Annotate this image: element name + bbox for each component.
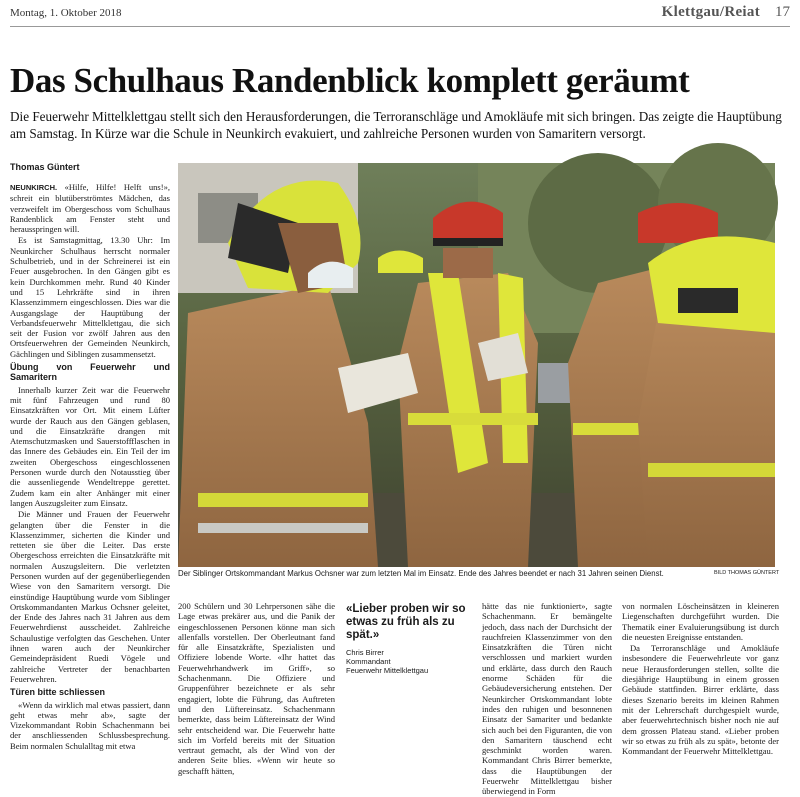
paragraph: Da Terroranschläge und Amokläufe insbesondere die Feuerwehrleute vor ganz neue Herausforderungen stellen, sollte die diesjährige Hauptübung in einem grossen Gebäude stattfinden. Birrer erklärte, dass dieses Szenario bereits im kleinen Rahmen mit der Lehrerschaft durchgespielt wurde, aber feuerwehrtechnisch bisher noch nie auf dem grossen Plateau stand. «Lieber proben wir so etwas zu früh als zu spät», betonte der Kommandant der Feuerwehr Mittelklettgau. (622, 643, 779, 757)
article-lead: Die Feuerwehr Mittelklettgau stellt sich den Herausforderungen, die Terroranschläge und Amokläufe mit sich bringen. Das zeigte die Hauptübung am Samstag. In Kürze war die Schule in Neunkirch evakuiert, und zahlreiche Personen wurden von Samaritern versorgt. (10, 109, 782, 141)
subheading: Übung von Feuerwehr und Samaritern (10, 362, 170, 383)
issue-date: Montag, 1. Oktober 2018 (10, 7, 122, 19)
section-title: Klettgau/Reiat (661, 4, 760, 20)
dateline: NEUNKIRCH. (10, 183, 58, 192)
pull-quote (346, 603, 470, 675)
firefighters-photo (178, 163, 775, 567)
page-number: 17 (775, 4, 790, 20)
article-headline: Das Schulhaus Randenblick komplett geräumt (10, 61, 690, 100)
pull-quote-text: «Lieber proben wir so etwas zu früh als zu spät.» (346, 603, 466, 641)
pull-quote-author (346, 648, 470, 675)
article-column-1 (10, 182, 170, 770)
subheading: Türen bitte schliessen (10, 687, 106, 698)
photo-credit: BILD THOMAS GÜNTERT (714, 570, 780, 576)
article-column-3 (482, 601, 612, 797)
quote-author-role: Kommandant (346, 657, 391, 666)
paragraph: Die Männer und Frauen der Feuerwehr gelangten über die Fenster in die Klassenzimmer, sicherten die Kinder und retteten sie über die Leiter. Das erste Obergeschoss erreichten die Einsatzkräfte mit normalen Auszugsleitern. Die verletzten Personen wurden auf der gegenüberliegenden Wiese von den Samaritern versorgt. Die einstündige Hauptübung wurde vom Siblinger Ortskommandanten Markus Ochsner geleitet, der Ende des Jahres nach 31 Jahren aus dem Feuerwehrdienst ausscheidet. Zahlreiche Schaulustige verfolgten das Geschehen. Unter ihnen waren auch der Neunkircher Gemeindepräsident Ruedi Vögele und zahlreiche Vertreter der benachbarten Feuerwehren. (10, 509, 170, 684)
paragraph: «Hilfe, Hilfe! Helft uns!», schreit ein blutüberströmtes Mädchen, das verzweifelt im Obergeschoss vom Schulhaus Randenblick am Fenster steht und herausspringen will. (10, 182, 171, 235)
article-column-4 (622, 601, 779, 771)
quote-author-organization: Feuerwehr Mittelklettgau (346, 666, 429, 675)
paragraph: «Wenn da wirklich mal etwas passiert, dann geht etwas mehr ab», sagte der Vizekommandant Robin Schachenmann bei der anschliessenden Schlussbesprechung. Beim normalen Schulalltag mit etwa (10, 699, 170, 751)
byline: Thomas Güntert (10, 162, 80, 172)
paragraph: hätte das nie funktioniert», sagte Schachenmann. Er bemängelte jedoch, dass nach der Durchsicht der rauchfreien Klassenzimmer von den Einsatzkräften die Türen nicht verschlossen und markiert wurden und erklärte, dass durch den Rauch enorme Schäden für die Gebäudeversicherung entstehen. Der Neunkircher Ortskommandant lobte indes den ruhigen und besonnenen Einsatz der Samariter und bedankte sich auch bei den Figuranten, die von den Samaritern täuschend echt geschminkt worden waren. Kommandant Chris Birrer bemerkte, dass die Hauptübungen der Feuerwehr Mittelklettgau bisher überwiegend in Form (482, 601, 612, 797)
paragraph: von normalen Löscheinsätzen in kleineren Liegenschaften durchgeführt wurden. Die Thematik einer Evaluierungsübung ist durch die neuesten Ereignisse entstanden. (622, 601, 779, 642)
header-rule (10, 26, 790, 27)
paragraph: Innerhalb kurzer Zeit war die Feuerwehr mit fünf Fahrzeugen und rund 80 Einsatzkräften vor Ort. Mit einem Lüfter wurde der Rauch aus den Gängen geblasen, und die Einsatzkräfte drangen mit Atemschutzmasken und Sauerstoffflaschen in das Innere des Gebäudes ein. Ein Teil der im zweiten Obergeschoss eingeschlossenen Personen wurde durch den Notausstieg über die aussenliegende Wendeltreppe gerettet. Zudem kam ein alter Anhänger mit einer langen Auszugsleiter zum Einsatz. (10, 384, 170, 508)
photo-caption: Der Siblinger Ortskommandant Markus Ochsner war zum letzten Mal im Einsatz. Ende des Jahres beendet er nach 31 Jahren seinen Dienst. (178, 569, 664, 578)
quote-author-name: Chris Birrer (346, 648, 384, 657)
paragraph: 200 Schülern und 30 Lehrpersonen sähe die Lage etwas prekärer aus, und die Panik der eingeschlossenen Personen könne man sich allenfalls vorstellen. Der Oberleutnant fand für alle Einsatzkräfte, Spezialisten und Offiziere lobende Worte. «Ihr hattet das Feuerwehrhandwerk im Griff», so Schachenmann. Die Offiziere und Gruppenführer bezeichnete er als sehr engagiert, lobte die Führung, das Auftreten und den Lüftereinsatz. Schachenmann bemerkte, dass beim Lüftereinsatz der Wind sehr entscheidend war. Die Feuerwehr hatte sich im Vorfeld bereits mit der Situation vertraut gemacht, als der Wind von der anderen Seite blies. «Wenn wir heute so geschafft hätten, (178, 601, 335, 776)
article-column-2 (178, 601, 335, 776)
paragraph: Es ist Samstagmittag, 13.30 Uhr: Im Neunkircher Schulhaus herrscht normaler Schulbetrieb, und in der Schreinerei ist ein Feuer ausgebrochen. In den Gängen gibt es kein Durchkommen mehr. Rund 40 Kinder und 15 Lehrkräfte sind in ihren Klassenzimmern eingeschlossen. Dies war die Ausgangslage der Hauptübung der Verbandsfeuerwehr Mittelklettgau, die sich seit der Fusion vor zwölf Jahren aus den Ortsfeuerwehren der Gemeinden Neunkirch, Gächlingen und Siblingen zusammensetzt. (10, 235, 170, 359)
